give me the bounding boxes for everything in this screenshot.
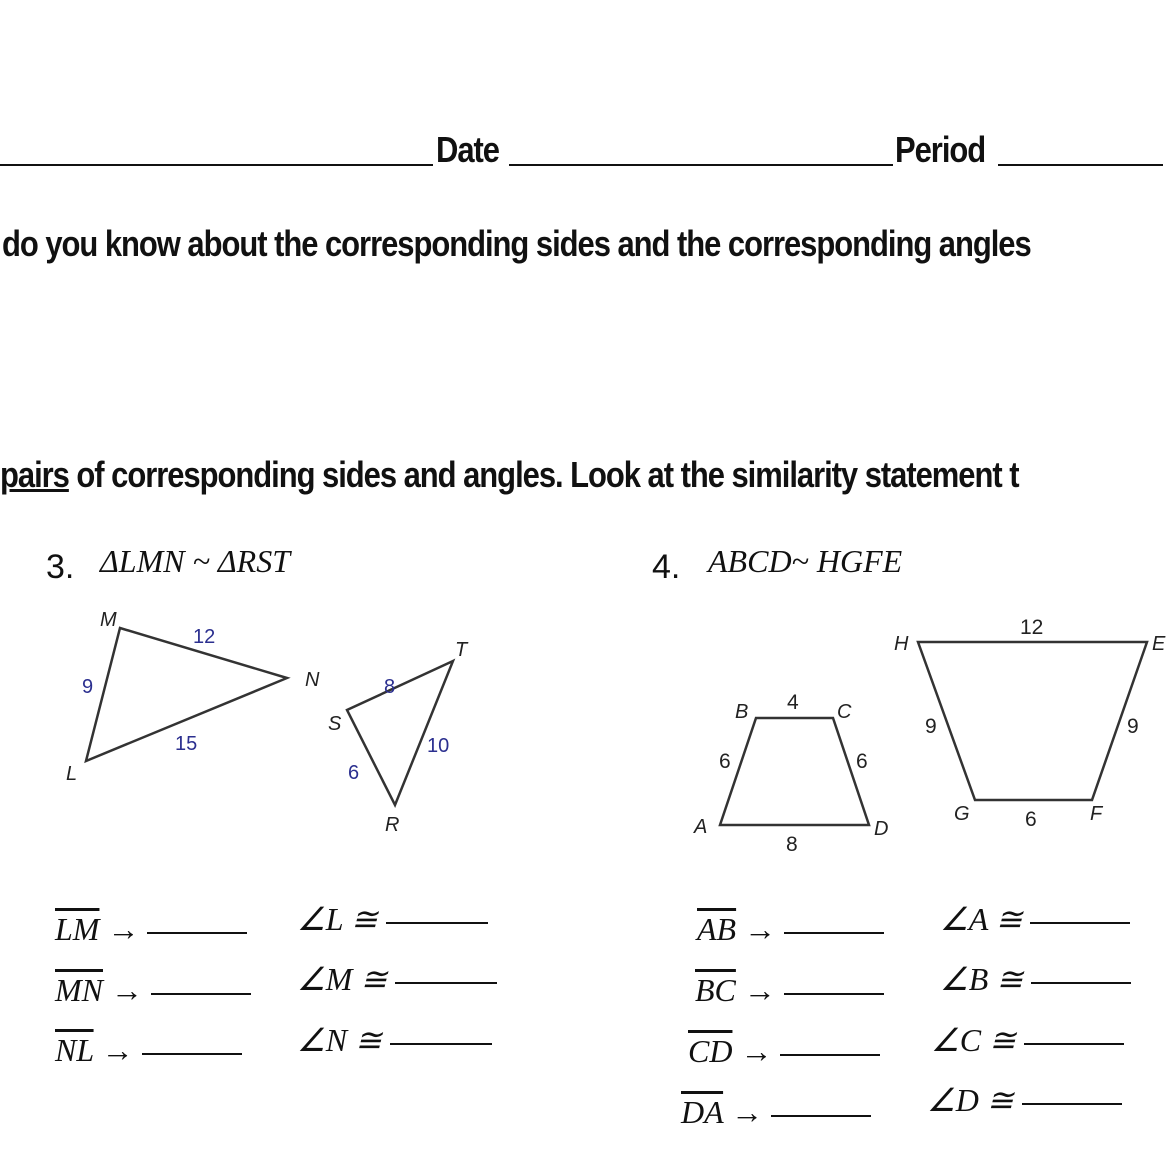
side-ab: $\overline{AB}$	[697, 911, 737, 947]
problem-3-statement: ΔLMN ~ ΔRST	[100, 543, 291, 579]
side-label-ad: 8	[786, 833, 798, 856]
vertex-s: S	[328, 713, 342, 735]
side-label-hg: 9	[925, 715, 937, 738]
side-label-mn: 12	[193, 626, 216, 648]
period-blank[interactable]	[998, 164, 1163, 166]
trapezoid-abcd	[720, 718, 869, 825]
answer-blank[interactable]	[771, 1115, 871, 1117]
problem-4-number: 4.	[652, 548, 681, 586]
p4-side-row-2	[695, 972, 884, 1009]
angle-n: ∠N ≅	[297, 1022, 382, 1058]
vertex-a: A	[694, 816, 708, 838]
arrow-icon: →	[740, 1033, 773, 1069]
p4-side-row-3	[688, 1033, 880, 1070]
side-label-cd: 6	[856, 750, 868, 773]
vertex-m: M	[100, 609, 117, 631]
p3-side-row-1	[55, 911, 247, 948]
p3-side-row-2	[55, 972, 251, 1009]
answer-blank[interactable]	[142, 1053, 242, 1055]
p3-angle-row-3	[297, 1021, 492, 1059]
trapezoid-hgfe	[918, 642, 1147, 800]
instruction-line-2	[0, 455, 1018, 495]
side-label-ln: 15	[175, 733, 198, 755]
date-label: Date	[436, 129, 499, 170]
side-label-rs: 6	[348, 762, 360, 784]
vertex-c: C	[837, 701, 852, 723]
problem-3-number: 3.	[46, 548, 75, 586]
arrow-icon: →	[744, 911, 777, 947]
angle-m: ∠M ≅	[297, 961, 388, 997]
p3-angle-row-2	[297, 960, 497, 998]
vertex-d: D	[874, 818, 889, 840]
vertex-b: B	[735, 701, 749, 723]
trapezoids-figure	[680, 605, 1170, 865]
answer-blank[interactable]	[784, 993, 884, 995]
side-cd: $\overline{CD}$	[688, 1033, 733, 1069]
side-label-he: 12	[1020, 616, 1044, 639]
answer-blank[interactable]	[784, 932, 884, 934]
side-label-bc: 4	[787, 691, 799, 714]
p3-side-row-3	[55, 1032, 242, 1069]
answer-blank[interactable]	[1030, 922, 1130, 924]
answer-blank[interactable]	[151, 993, 251, 995]
vertex-e: E	[1152, 633, 1166, 655]
p4-angle-row-2	[940, 960, 1131, 998]
side-label-lm: 9	[82, 676, 94, 698]
p4-angle-row-4	[927, 1081, 1122, 1119]
arrow-icon: →	[101, 1032, 134, 1068]
instruction-line-2-rest: of corresponding sides and angles. Look at the similarity statement t	[68, 454, 1019, 495]
answer-blank[interactable]	[1022, 1103, 1122, 1105]
side-da: $\overline{DA}$	[681, 1094, 724, 1130]
p4-side-row-1	[697, 911, 884, 948]
answer-blank[interactable]	[390, 1043, 492, 1045]
side-label-rt: 10	[427, 735, 450, 757]
side-label-ab: 6	[719, 750, 731, 773]
p4-side-row-4	[681, 1094, 871, 1131]
p4-angle-row-1	[940, 900, 1130, 938]
arrow-icon: →	[111, 972, 143, 1008]
period-label: Period	[895, 129, 986, 170]
vertex-f: F	[1090, 803, 1103, 825]
answer-blank[interactable]	[395, 982, 497, 984]
arrow-icon: →	[743, 972, 776, 1008]
date-blank[interactable]	[509, 164, 893, 166]
vertex-r: R	[385, 814, 400, 836]
answer-blank[interactable]	[1031, 982, 1131, 984]
answer-blank[interactable]	[386, 922, 488, 924]
side-bc: $\overline{BC}$	[695, 972, 736, 1008]
instruction-underlined-word: pairs	[0, 454, 69, 495]
triangle-rst	[347, 661, 453, 805]
problem-4-statement: ABCD~ HGFE	[708, 543, 903, 579]
instruction-line-1: do you know about the corresponding sides and the corresponding angles	[2, 223, 1031, 264]
arrow-icon: →	[107, 911, 140, 947]
p4-angle-row-3	[931, 1021, 1124, 1059]
vertex-h: H	[894, 633, 909, 655]
name-blank[interactable]	[0, 164, 433, 166]
angle-l: ∠L ≅	[297, 901, 378, 937]
side-nl: $\overline{NL}$	[55, 1032, 94, 1068]
side-label-gf: 6	[1025, 808, 1037, 831]
vertex-g: G	[954, 803, 970, 825]
vertex-t: T	[455, 639, 468, 661]
p3-angle-row-1	[297, 900, 488, 938]
arrow-icon: →	[731, 1094, 764, 1130]
answer-blank[interactable]	[147, 932, 247, 934]
side-label-ef: 9	[1127, 715, 1139, 738]
answer-blank[interactable]	[1024, 1043, 1124, 1045]
angle-a: ∠A ≅	[940, 901, 1023, 937]
side-lm: $\overline{LM}$	[55, 911, 100, 947]
angle-d: ∠D ≅	[927, 1082, 1014, 1118]
angle-b: ∠B ≅	[940, 961, 1024, 997]
vertex-n: N	[305, 669, 320, 691]
vertex-l: L	[66, 763, 78, 785]
side-mn: $\overline{MN}$	[55, 972, 103, 1008]
angle-c: ∠C ≅	[931, 1022, 1016, 1058]
answer-blank[interactable]	[780, 1054, 880, 1056]
side-label-st: 8	[384, 676, 396, 698]
triangles-figure	[0, 595, 520, 845]
